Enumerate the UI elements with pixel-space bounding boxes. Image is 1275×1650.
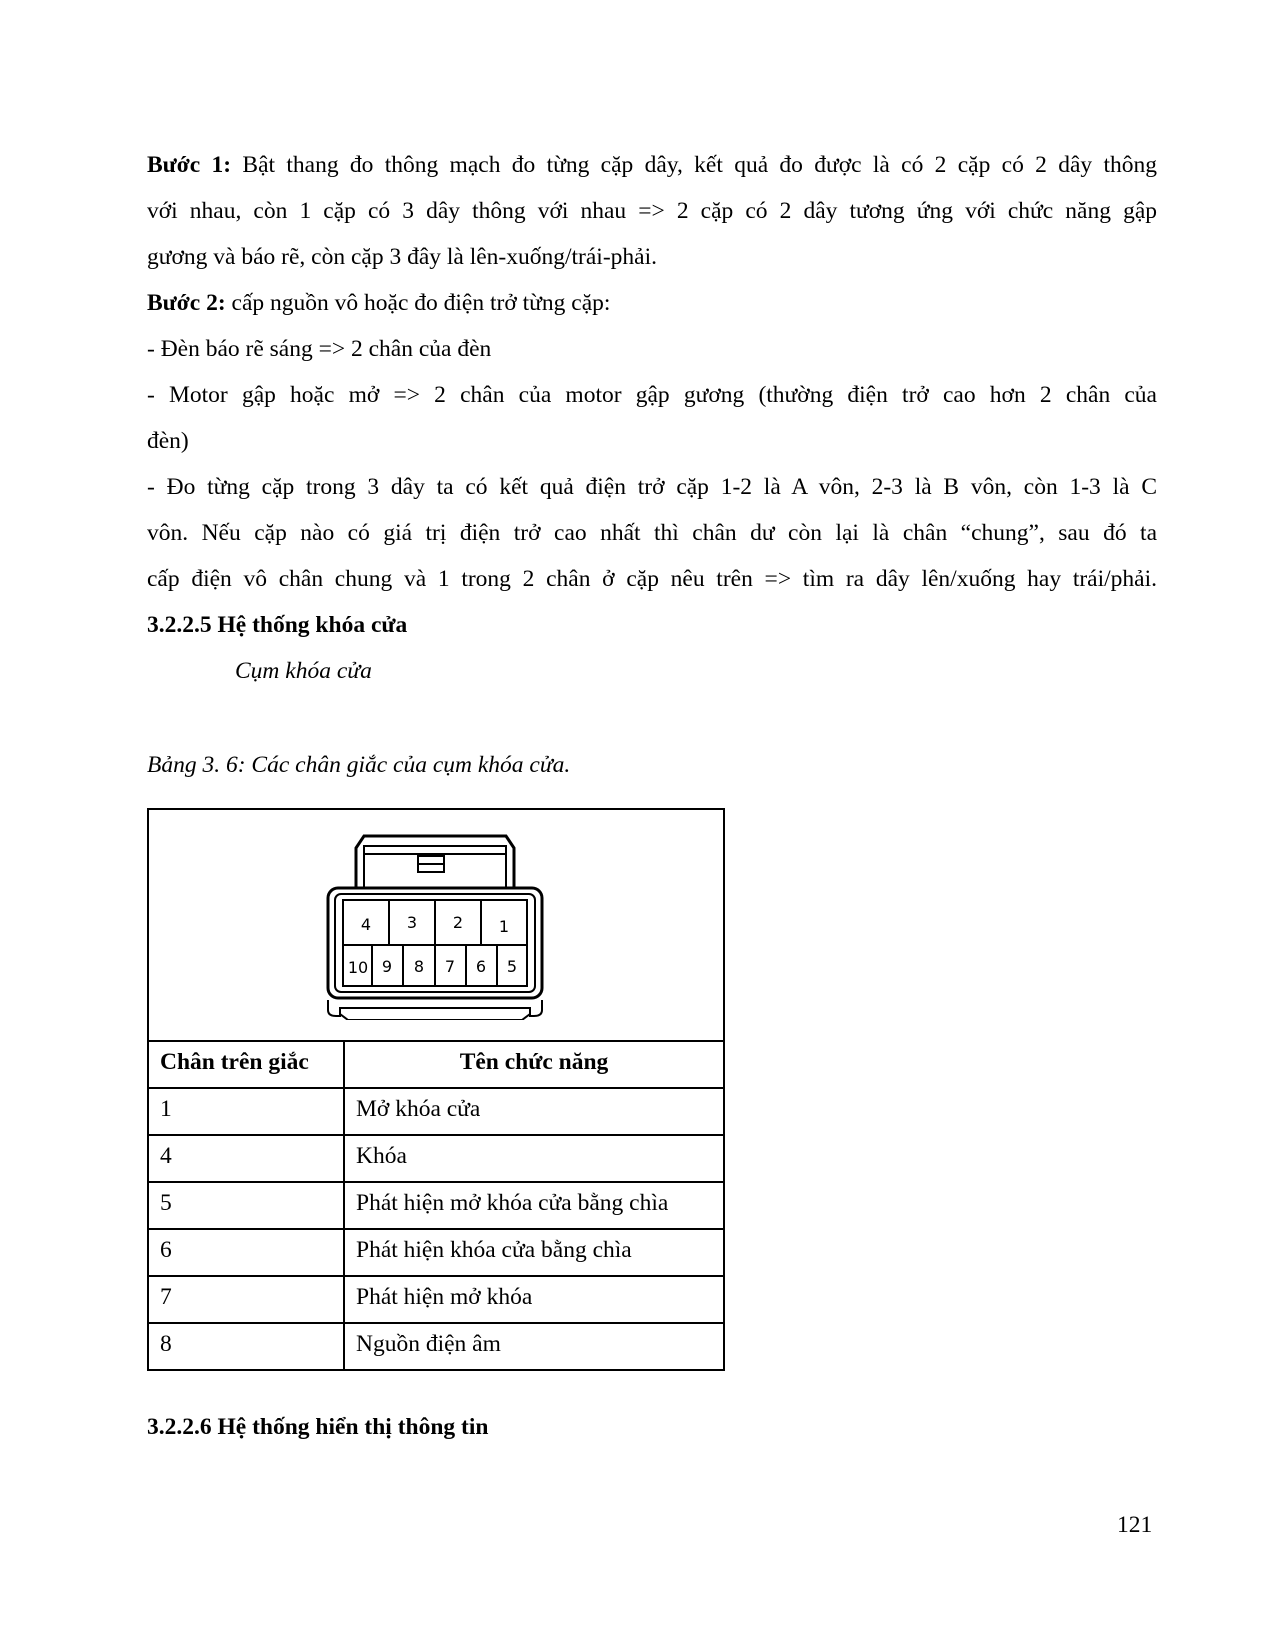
bullet-measure-cont1: vôn. Nếu cặp nào có giá trị điện trở cao nhất thì chân dư còn lại là chân “chung”, sau đó ta (147, 520, 1157, 546)
subheading-door-lock-assembly: Cụm khóa cửa (235, 658, 372, 684)
table-caption: Bảng 3. 6: Các chân giắc của cụm khóa cửa. (147, 752, 571, 778)
pin-label-10: 10 (347, 958, 369, 977)
pin-label-8: 8 (413, 957, 425, 976)
bullet-measure: - Đo từng cặp trong 3 dây ta có kết quả điện trở cặp 1-2 là A vôn, 2-3 là B vôn, còn 1-3 là C (147, 474, 1157, 500)
table-row (148, 1229, 724, 1276)
step1-line3: gương và báo rẽ, còn cặp 3 đây là lên-xuống/trái-phải. (147, 244, 658, 270)
table-row (148, 1276, 724, 1323)
cell-pin: 8 (148, 1323, 344, 1370)
cell-pin: 5 (148, 1182, 344, 1229)
connector-diagram-icon (326, 830, 546, 1020)
pin-label-3: 3 (406, 913, 418, 932)
cell-function: Phát hiện mở khóa (344, 1276, 724, 1323)
step1-line1: Bước 1: Bật thang đo thông mạch đo từng cặp dây, kết quả đo được là có 2 cặp có 2 dây thông (147, 152, 1157, 178)
cell-function: Nguồn điện âm (344, 1323, 724, 1370)
step2-line: Bước 2: cấp nguồn vô hoặc đo điện trở từng cặp: (147, 290, 611, 316)
pin-label-2: 2 (452, 913, 464, 932)
cell-function: Phát hiện mở khóa cửa bằng chìa (344, 1182, 724, 1229)
pin-label-5: 5 (506, 957, 518, 976)
bullet-turn-signal: - Đèn báo rẽ sáng => 2 chân của đèn (147, 336, 492, 362)
bullet-motor-cont: đèn) (147, 428, 189, 454)
table-row (148, 1135, 724, 1182)
header-pin: Chân trên giắc (148, 1041, 344, 1088)
table-row (148, 1088, 724, 1135)
bullet-measure-cont2: cấp điện vô chân chung và 1 trong 2 chân ở cặp nêu trên => tìm ra dây lên/xuống hay trái/phải. (147, 566, 1157, 592)
cell-pin: 6 (148, 1229, 344, 1276)
cell-pin: 4 (148, 1135, 344, 1182)
page-number: 121 (1117, 1512, 1153, 1538)
cell-function: Mở khóa cửa (344, 1088, 724, 1135)
cell-function: Khóa (344, 1135, 724, 1182)
table-row (148, 1182, 724, 1229)
cell-pin: 7 (148, 1276, 344, 1323)
body-text (147, 142, 1157, 694)
pin-label-4: 4 (360, 915, 372, 934)
pin-label-6: 6 (475, 957, 487, 976)
door-lock-pin-table (147, 808, 725, 1371)
cell-function: Phát hiện khóa cửa bằng chìa (344, 1229, 724, 1276)
step1-line2: với nhau, còn 1 cặp có 3 dây thông với nhau => 2 cặp có 2 dây tương ứng với chức năng gập (147, 198, 1157, 224)
header-function: Tên chức năng (344, 1041, 724, 1088)
section-heading-3225: 3.2.2.5 Hệ thống khóa cửa (147, 612, 408, 638)
table-row (148, 1323, 724, 1370)
bullet-motor: - Motor gập hoặc mở => 2 chân của motor gập gương (thường điện trở cao hơn 2 chân của (147, 382, 1157, 408)
cell-pin: 1 (148, 1088, 344, 1135)
pin-label-7: 7 (444, 957, 456, 976)
pin-label-9: 9 (381, 957, 393, 976)
step2-label: Bước 2: (147, 290, 226, 316)
step1-label: Bước 1: (147, 152, 232, 178)
section-heading-3226: 3.2.2.6 Hệ thống hiển thị thông tin (147, 1414, 489, 1440)
connector-diagram-cell (148, 809, 724, 1041)
pin-label-1: 1 (498, 917, 510, 936)
table-header-row (148, 1041, 724, 1088)
